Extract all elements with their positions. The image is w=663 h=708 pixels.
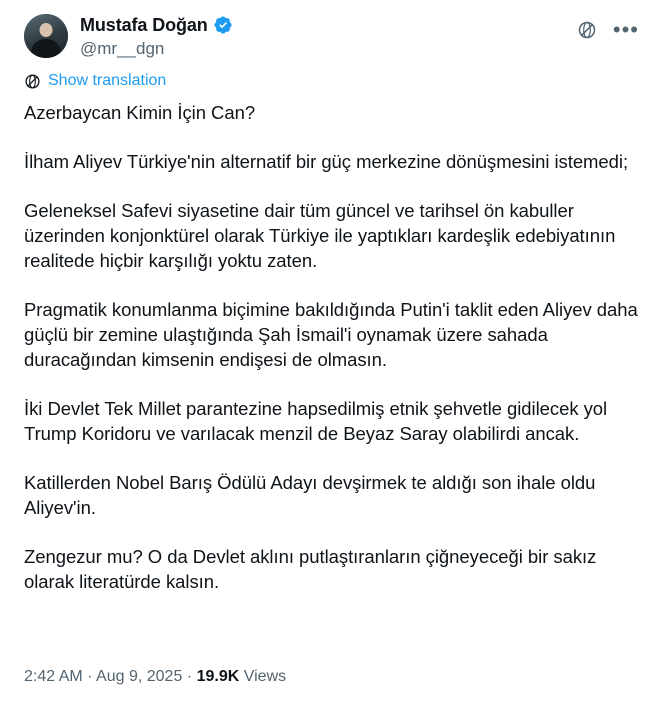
tweet-time: 2:42 AM <box>24 668 83 685</box>
views-count: 19.9K <box>196 668 240 685</box>
more-options-icon[interactable]: ••• <box>612 17 639 42</box>
show-translation-row[interactable] <box>24 72 639 90</box>
tweet-header <box>24 14 639 58</box>
tweet-paragraph: İki Devlet Tek Millet parantezine hapsedilmiş etnik şehvetle gidilecek yol Trump Koridoru ve varılacak menzil de Beyaz Saray olabilirdi ancak. <box>24 398 612 445</box>
views-label: Views <box>243 668 287 685</box>
avatar-head <box>40 23 53 37</box>
translate-icon <box>24 73 41 90</box>
meta-separator: · <box>87 668 93 685</box>
tweet-paragraph: Azerbaycan Kimin İçin Can? <box>24 102 256 124</box>
tweet-paragraph: Geleneksel Safevi siyasetine dair tüm güncel ve tarihsel ön kabuller üzerinden konjonktürel olarak Türkiye ile yaptıkları kardeşlik edebiyatının realitede hiçbir karşılığı yoktu zaten. <box>24 200 621 272</box>
verified-icon <box>213 15 233 35</box>
display-name-row <box>80 15 577 36</box>
author-names <box>80 14 577 58</box>
author-handle[interactable]: @mr__dgn <box>80 38 165 58</box>
tweet-timestamp-meta <box>24 668 286 686</box>
tweet-date: Aug 9, 2025 <box>96 668 183 685</box>
author-display-name[interactable]: Mustafa Doğan <box>80 15 208 35</box>
tweet-paragraph: İlham Aliyev Türkiye'nin alternatif bir güç merkezine dönüşmesini istemedi; <box>24 151 629 173</box>
translate-icon[interactable] <box>577 20 597 40</box>
tweet-paragraph: Zengezur mu? O da Devlet aklını putlaştıranların çiğneyeceği bir sakız olarak literatürde kalsın. <box>24 546 602 593</box>
avatar-body <box>31 39 61 58</box>
avatar[interactable] <box>24 14 68 58</box>
tweet-text <box>24 100 643 594</box>
tweet-paragraph: Katillerden Nobel Barış Ödülü Adayı devşirmek te aldığı son ihale oldu Aliyev'in. <box>24 472 600 519</box>
show-translation-label[interactable]: Show translation <box>48 72 167 90</box>
meta-separator: · <box>186 668 193 685</box>
tweet-paragraph: Pragmatik konumlanma biçimine bakıldığında Putin'i taklit eden Aliyev daha güçlü bir zemine ulaştığında Şah İsmail'i oynamak üzere sahada duracağından kimsenin endişesi de olmasın. <box>24 299 643 371</box>
tweet-header-actions <box>577 14 639 40</box>
